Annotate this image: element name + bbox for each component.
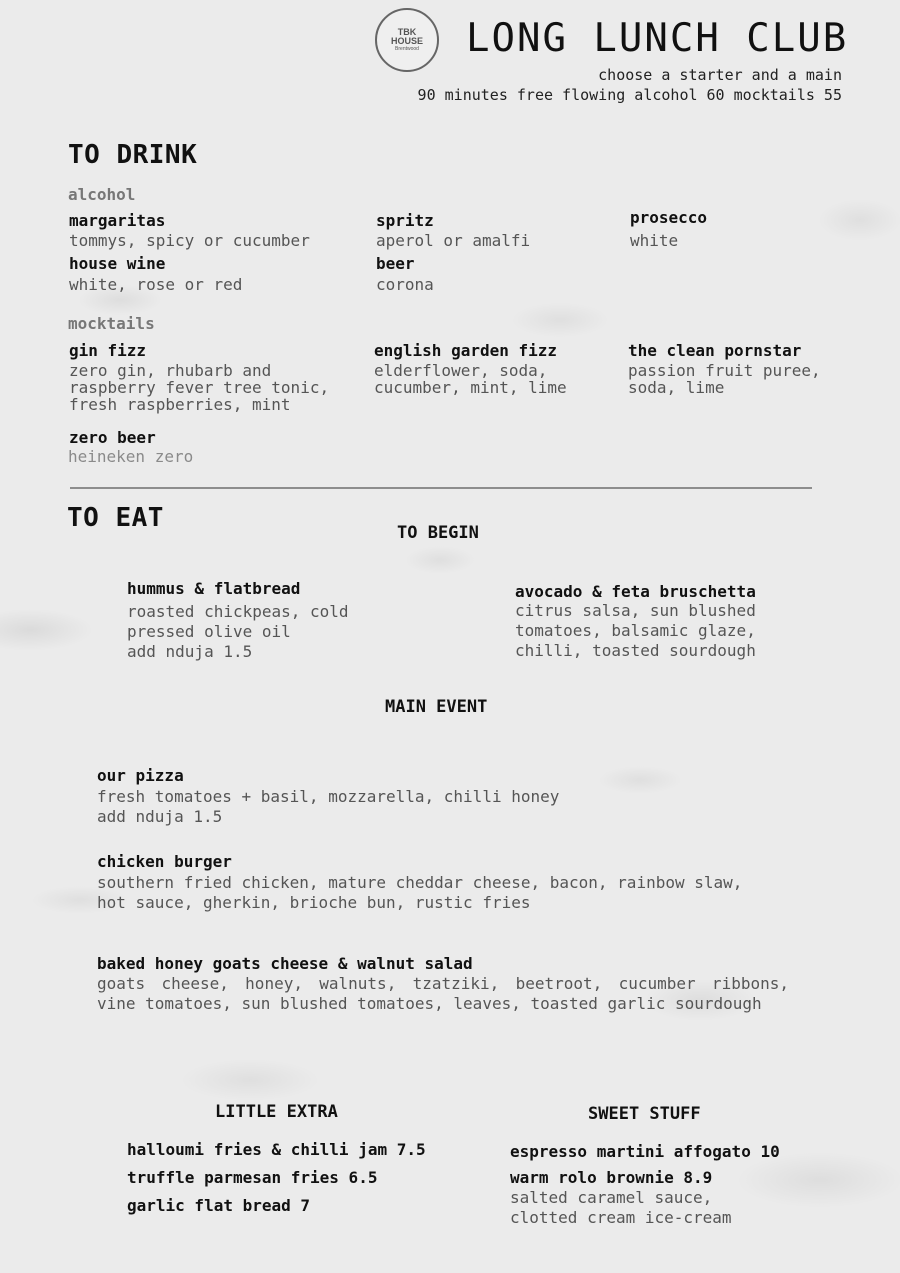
drink-desc-house-wine: white, rose or red bbox=[69, 275, 243, 294]
drink-desc-margaritas: tommys, spicy or cucumber bbox=[69, 231, 310, 250]
drink-desc-clean-pornstar: passion fruit puree, soda, lime bbox=[628, 361, 821, 397]
drink-name-house-wine: house wine bbox=[69, 254, 166, 273]
sweet-heading: SWEET STUFF bbox=[588, 1104, 701, 1124]
drink-heading: TO DRINK bbox=[68, 140, 198, 170]
drink-desc-zero-beer: heineken zero bbox=[68, 447, 194, 466]
starter-desc-hummus: roasted chickpeas, cold pressed olive oil add nduja 1.5 bbox=[127, 602, 349, 661]
drink-desc-english-garden-fizz: elderflower, soda, cucumber, mint, lime bbox=[374, 361, 567, 397]
drink-desc-spritz: aperol or amalfi bbox=[376, 231, 531, 250]
starter-desc-bruschetta: citrus salsa, sun blushed tomatoes, balsamic glaze, chilli, toasted sourdough bbox=[515, 601, 756, 660]
main-heading: MAIN EVENT bbox=[385, 697, 488, 717]
drink-desc-prosecco: white bbox=[630, 231, 679, 250]
drink-desc-beer: corona bbox=[376, 275, 434, 294]
drink-name-prosecco: prosecco bbox=[630, 208, 708, 227]
sweet-desc-brownie: salted caramel sauce, clotted cream ice-cream bbox=[510, 1188, 732, 1227]
logo-line1: TBK bbox=[397, 26, 417, 37]
main-desc-goats-cheese-salad: goats cheese, honey, walnuts, tzatziki, beetroot, cucumber ribbons, vine tomatoes, sun blushed tomatoes, leaves, toasted garlic sourdough bbox=[97, 974, 789, 1013]
extra-heading: LITTLE EXTRA bbox=[215, 1102, 338, 1122]
drink-desc-gin-fizz: zero gin, rhubarb and raspberry fever tree tonic, fresh raspberries, mint bbox=[69, 361, 330, 414]
page-title: LONG LUNCH CLUB bbox=[466, 16, 849, 61]
drink-name-gin-fizz: gin fizz bbox=[69, 341, 147, 360]
main-desc-pizza: fresh tomatoes + basil, mozzarella, chilli honey add nduja 1.5 bbox=[97, 787, 560, 826]
extra-item-garlic-bread: garlic flat bread 7 bbox=[127, 1196, 311, 1215]
starter-name-bruschetta: avocado & feta bruschetta bbox=[515, 582, 756, 601]
main-name-chicken-burger: chicken burger bbox=[97, 852, 232, 871]
extra-item-halloumi: halloumi fries & chilli jam 7.5 bbox=[127, 1140, 426, 1159]
main-name-goats-cheese-salad: baked honey goats cheese & walnut salad bbox=[97, 954, 473, 973]
drink-name-english-garden-fizz: english garden fizz bbox=[374, 341, 558, 360]
drink-name-margaritas: margaritas bbox=[69, 211, 166, 230]
main-name-pizza: our pizza bbox=[97, 766, 184, 785]
sweet-item-brownie: warm rolo brownie 8.9 bbox=[510, 1168, 713, 1187]
starter-name-hummus: hummus & flatbread bbox=[127, 579, 301, 598]
extra-item-truffle-fries: truffle parmesan fries 6.5 bbox=[127, 1168, 378, 1187]
drink-name-zero-beer: zero beer bbox=[69, 428, 156, 447]
drink-name-spritz: spritz bbox=[376, 211, 434, 230]
drink-name-clean-pornstar: the clean pornstar bbox=[628, 341, 802, 360]
sweet-item-affogato: espresso martini affogato 10 bbox=[510, 1142, 780, 1161]
logo-line2: HOUSE bbox=[390, 36, 423, 47]
subtitle-starter-main: choose a starter and a main bbox=[598, 66, 842, 84]
alcohol-label: alcohol bbox=[68, 185, 136, 204]
begin-heading: TO BEGIN bbox=[397, 523, 479, 543]
main-desc-chicken-burger: southern fried chicken, mature cheddar cheese, bacon, rainbow slaw, hot sauce, gherkin, brioche bun, rustic fries bbox=[97, 873, 743, 912]
drink-name-beer: beer bbox=[376, 254, 415, 273]
subtitle-pricing: 90 minutes free flowing alcohol 60 mocktails 55 bbox=[417, 86, 842, 104]
eat-heading: TO EAT bbox=[67, 503, 164, 533]
house-logo bbox=[375, 8, 439, 72]
mocktails-label: mocktails bbox=[68, 314, 155, 333]
section-divider bbox=[70, 487, 812, 489]
logo-line3: Brentwood bbox=[395, 45, 419, 52]
